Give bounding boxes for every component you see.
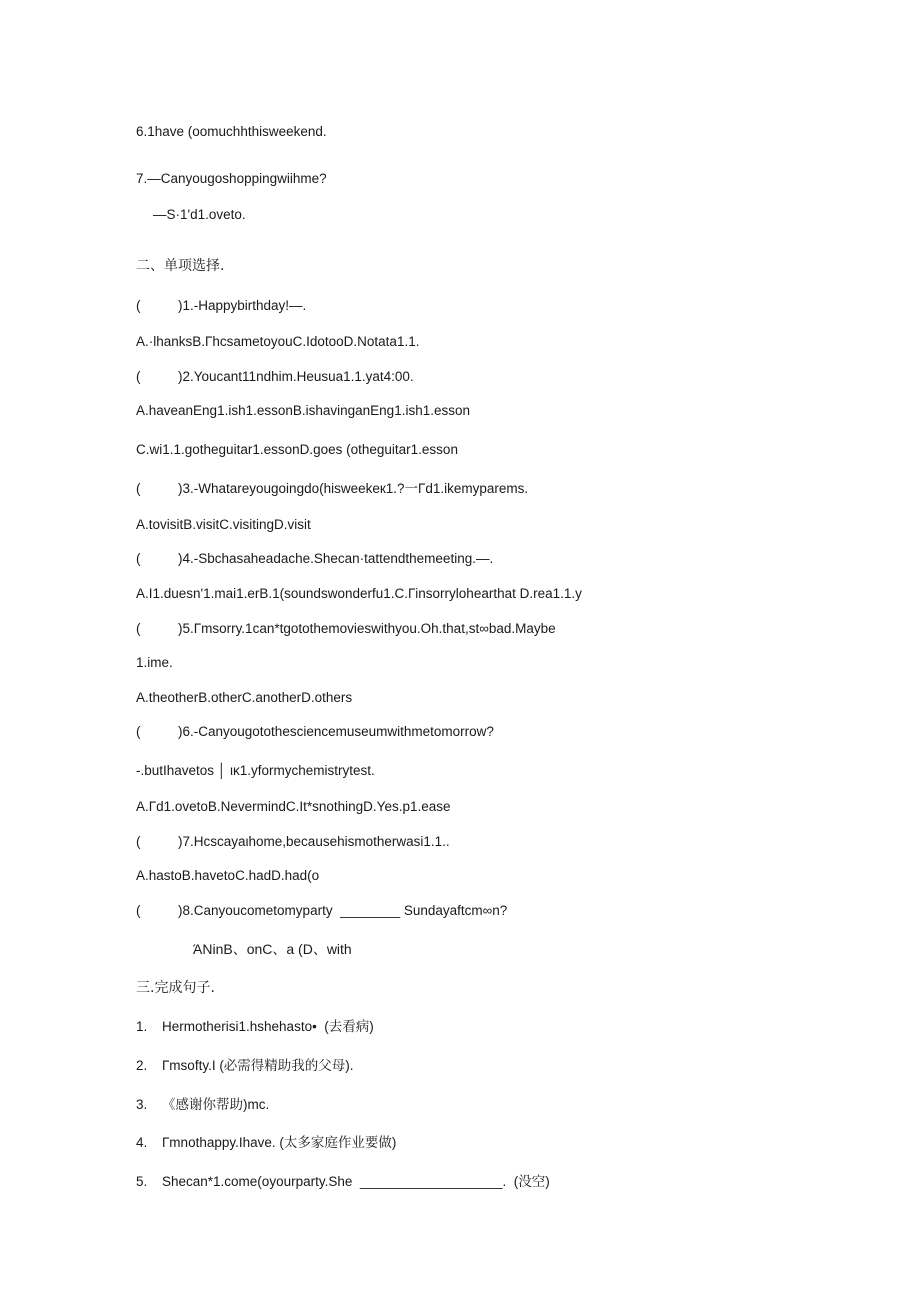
item-number: 4.	[136, 1135, 148, 1150]
item-number: 3.	[136, 1097, 148, 1112]
section-2-line: A.·lhanksB.ГhcsametoyouC.IdotooD.Notata1.1.	[136, 334, 420, 349]
sentence-item	[136, 1096, 269, 1114]
section-2-line: A.tovisitB.visitC.visitingD.visit	[136, 517, 311, 532]
section-2-line: ( )2.Youcant11ndhim.Heusua1.1.yat4:00.	[136, 369, 414, 384]
section-2-line: ( )1.-Happybirthday!—.	[136, 298, 307, 313]
section-3-heading: 三.完成句子.	[136, 980, 215, 996]
section-2-line: 1.ime.	[136, 655, 173, 670]
section-2-line: A.I1.duesn'1.mai1.erB.1(soundswonderfu1.C.Гinsorrylohearthat D.rea1.1.y	[136, 586, 582, 601]
section-2-line: ( )4.-Sbchasaheadache.Shecan·tattendthemeeting.—.	[136, 551, 494, 566]
section-2-line: C.wi1.1.gotheguitar1.essonD.goes (otheguitar1.esson	[136, 442, 458, 457]
question-7-line: 7.—Canyougoshoppingwiihme?	[136, 171, 327, 186]
item-number: 1.	[136, 1019, 148, 1034]
item-text: Гmnothappy.Ihave. (太多家庭作业要做)	[162, 1135, 397, 1150]
section-2-line: A.haveanEng1.ish1.essonB.ishavinganEng1.ish1.esson	[136, 403, 470, 418]
item-number: 5.	[136, 1174, 148, 1189]
question-7-reply: —S·1'd1.oveto.	[153, 207, 246, 222]
section-2-heading: 二、单项选择.	[136, 258, 225, 274]
section-2-line: ( )5.Гmsorry.1can*tgotothemovieswithyou.Oh.that,st∞bad.Maybe	[136, 621, 556, 636]
question-8-options: ΆNinB、onC、a (D、with	[193, 941, 352, 957]
section-2-line: ( )6.-Canyougotothesciencemuseumwithmetomorrow?	[136, 724, 494, 739]
item-text: Shecan*1.come(oyourparty.She ___________________. (没空)	[162, 1174, 550, 1189]
section-2-line: A.Гd1.ovetoB.NevermindC.It*snothingD.Yes.p1.ease	[136, 799, 451, 814]
sentence-item	[136, 1057, 354, 1075]
sentence-item	[136, 1173, 550, 1191]
item-text: 《感谢你帮助)mc.	[162, 1097, 270, 1112]
section-2-line: ( )8.Canyoucometomyparty ________ Sundayaftcm∞n?	[136, 903, 508, 918]
section-2-line: A.hastoB.havetoC.hadD.had(o	[136, 868, 320, 883]
item-text: Hermotherisi1.hshehasto• (去看病)	[162, 1019, 374, 1034]
sentence-item	[136, 1018, 374, 1036]
section-2-line: ( )3.-Whatareyougoingdo(hisweekeк1.?一Гd1.ikemyparems.	[136, 481, 529, 496]
section-2-line: A.theotherB.otherC.anotherD.others	[136, 690, 353, 705]
item-number: 2.	[136, 1058, 148, 1073]
question-6-line: 6.1have (oomuchhthisweekend.	[136, 124, 327, 139]
section-2-line: ( )7.Hcscayaιhome,becausehismotherwasi1.1..	[136, 834, 450, 849]
sentence-item	[136, 1134, 396, 1152]
section-2-line: -.butIhavetos │ ικ1.yformychemistrytest.	[136, 763, 375, 778]
item-text: Гmsofty.I (必需得精助我的父母).	[162, 1058, 354, 1073]
